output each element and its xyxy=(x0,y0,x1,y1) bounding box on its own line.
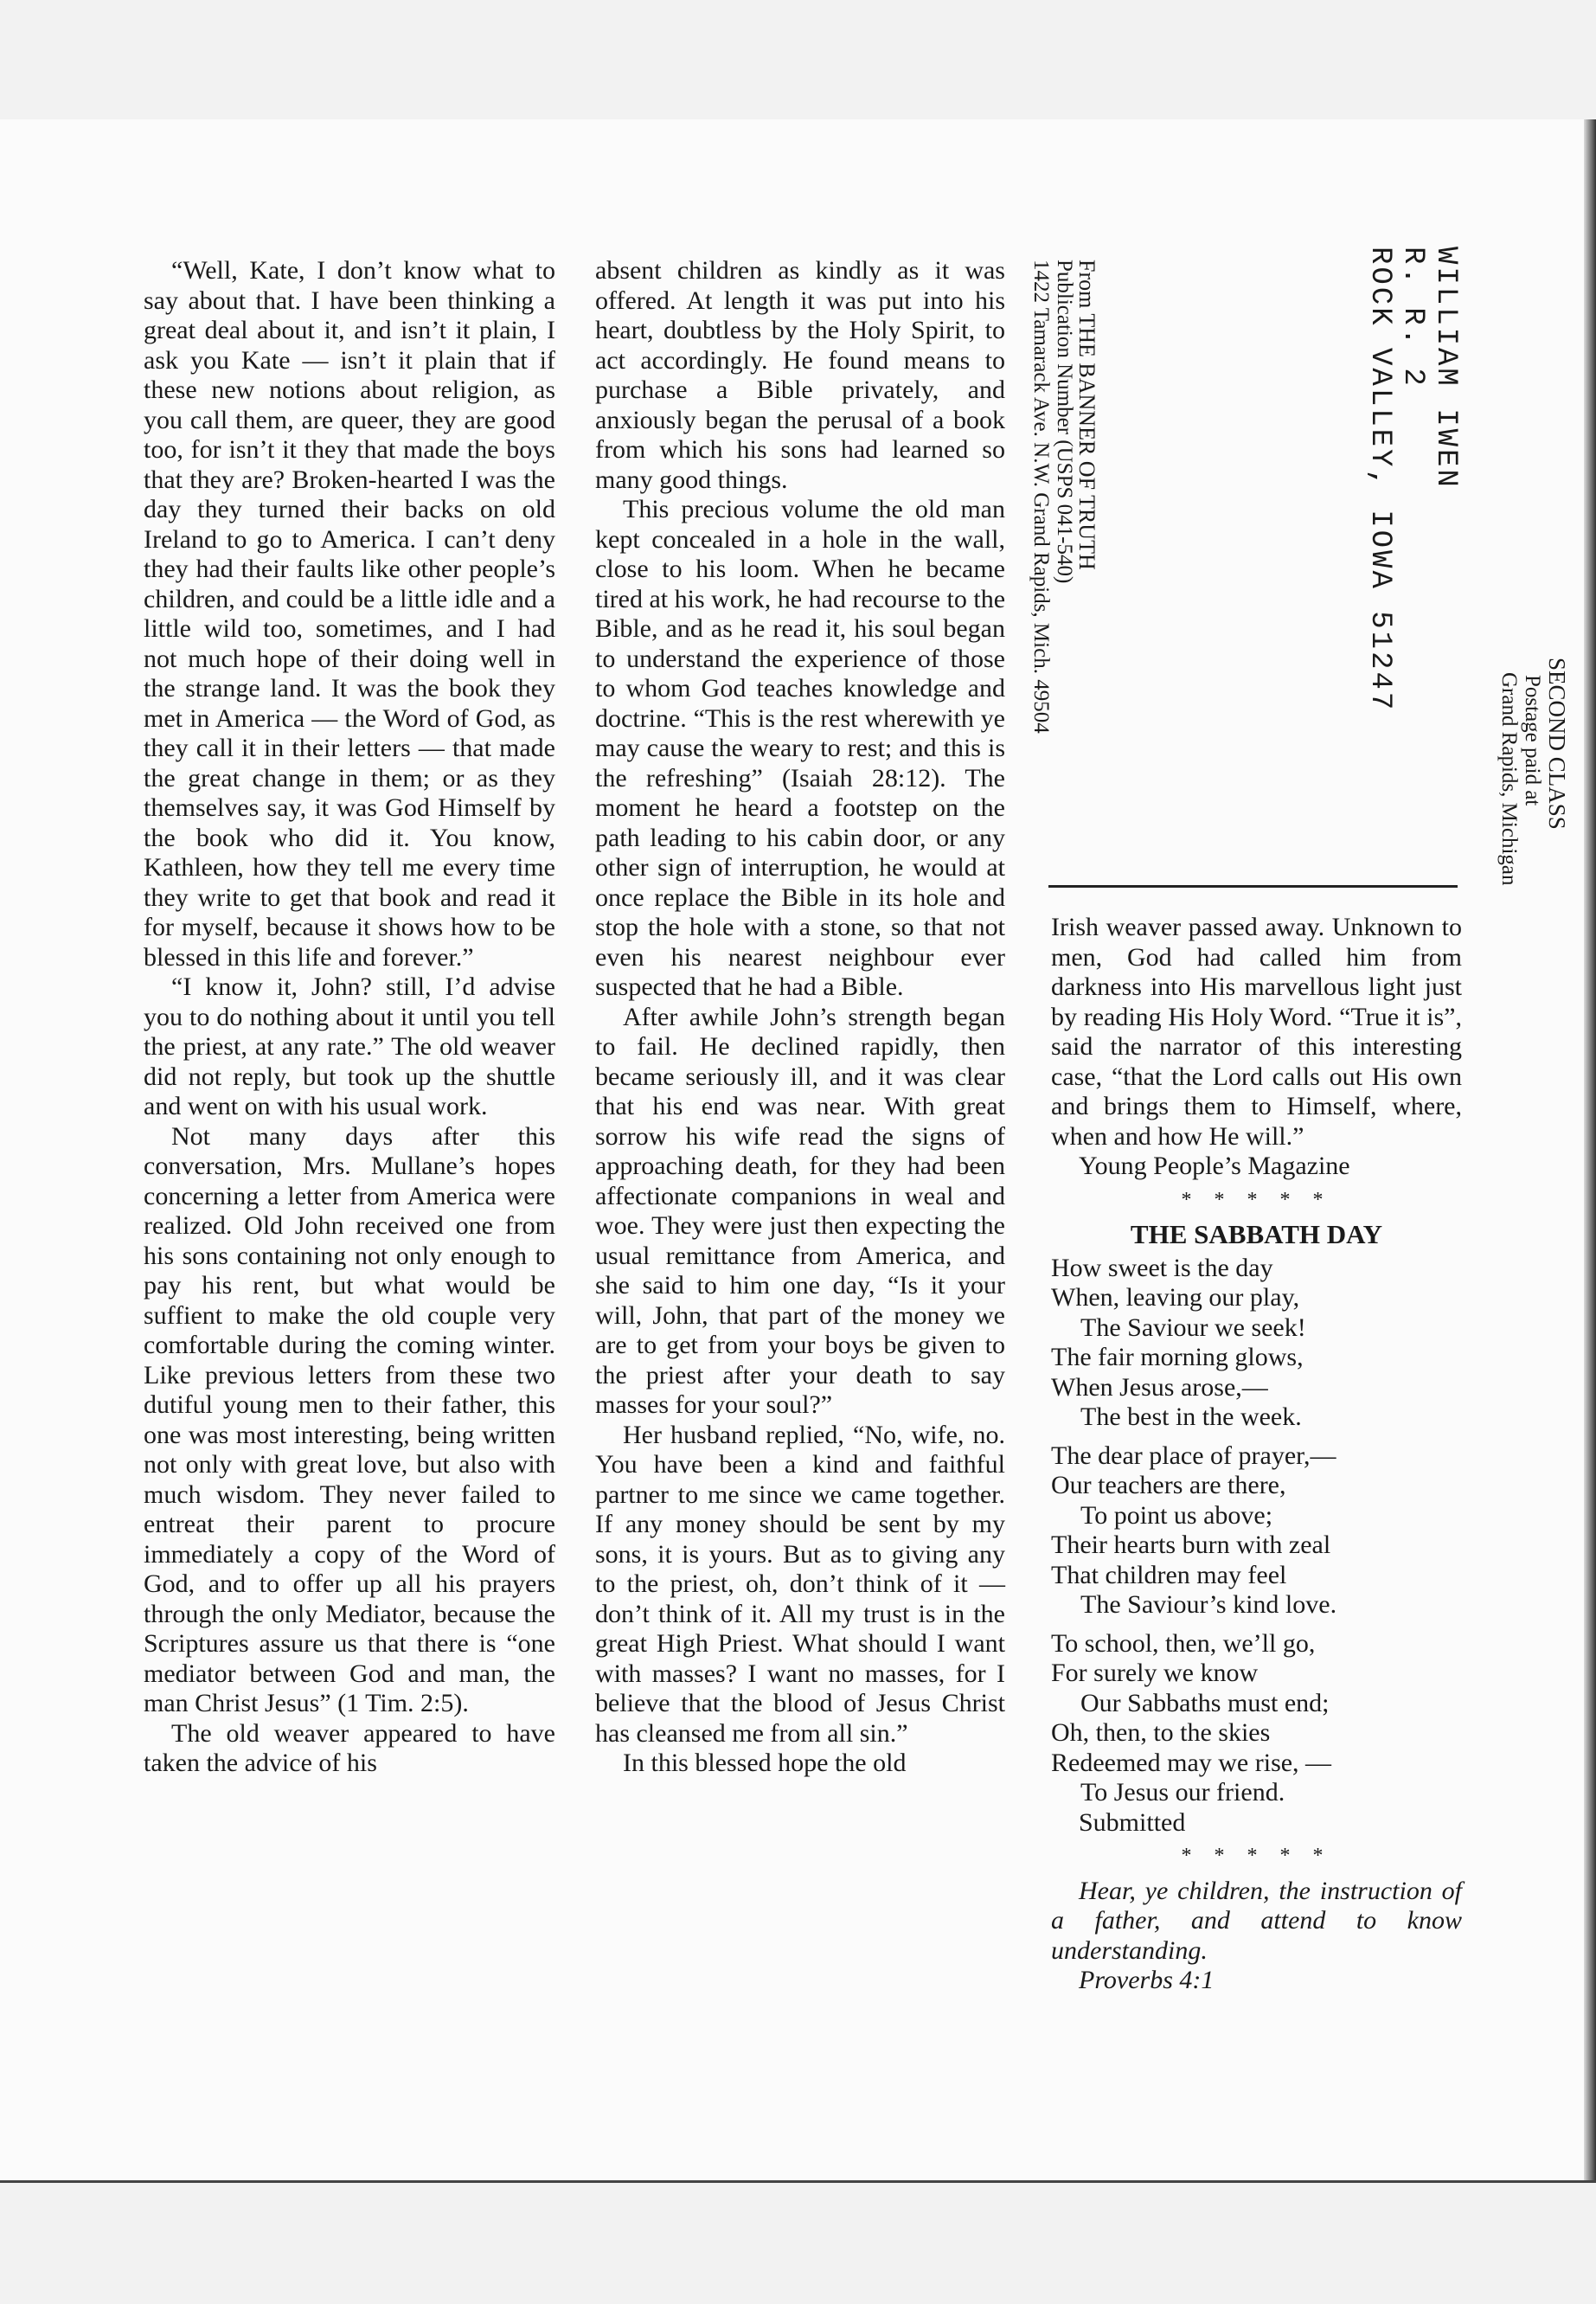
poem-line: When, leaving our play, xyxy=(1051,1283,1300,1312)
scripture-verse: Hear, ye children, the instruction of a father, and attend to know understanding. xyxy=(1051,1876,1462,1965)
paragraph: “Well, Kate, I don’t know what to say about that. I have been thinking a great deal about it, and isn’t it plain, I ask you Kate — isn’t it plain that if these new notions about religion, as you call them, are queer, they are good too, for isn’t it they that made the boys that they are? Broken-hearted I was the day they turned their backs on old Ireland to go to America. I can’t deny they had their faults like other people’s children, and could be a little idle and a little wild too, sometimes, and I had not much hope of their doing well in the strange land. It was the book they met in America — the Word of God, as they call it in their letters — that made the great change in them; or as they themselves say, it was God Himself by the book who did it. You know, Kathleen, how they tell me every time they write to get that book and read it for myself, because it shows how to be blessed in this life and forever.” xyxy=(144,256,555,972)
article-column-2 xyxy=(595,256,1005,1779)
addressee-city: ROCK VALLEY, IOWA 51247 xyxy=(1363,247,1396,713)
postage-city: Grand Rapids, Michigan xyxy=(1497,672,1521,886)
source-attribution: Young People’s Magazine xyxy=(1079,1152,1350,1180)
publication-number: Publication Number (USPS 041-540) xyxy=(1053,260,1076,584)
poem-line: To Jesus our friend. xyxy=(1080,1778,1285,1807)
article-column-1 xyxy=(144,256,555,1779)
paragraph: “I know it, John? still, I’d advise you to do nothing about it until you tell the priest, at any rate.” The old weaver did not reply, but took up the shuttle and went on with his usual work. xyxy=(144,972,555,1120)
paragraph: Not many days after this conversation, Mrs. Mullane’s hopes concerning a letter from America were realized. Old John received one from his sons containing not only enough to pay his rent, but what would be suffient to make the old couple very comfortable during the coming winter. Like previous letters from these two dutiful young men to their father, this one was most interesting, being written not only with great love, but also with much wisdom. They never failed to entreat their parent to procure immediately a copy of the Word of God, and to offer up all his prayers through the only Mediator, because the Scriptures assure us that there is “one mediator between God and man, the man Christ Jesus” (1 Tim. 2:5). xyxy=(144,1121,555,1717)
poem-line: Our teachers are there, xyxy=(1051,1471,1286,1499)
paragraph: After awhile John’s strength began to fail. He declined rapidly, then became seriously ill, and it was clear that his end was near. With great sorrow his wife read the signs of approaching death, for they had been affectionate companions in weal and woe. They were just then expecting the usual remittance from America, and she said to him one day, “Is it your will, John, that part of the money we are to get from your boys be given to the priest after your death to say masses for your soul?” xyxy=(595,1002,1005,1419)
poem-stanza-3 xyxy=(1051,1629,1462,1808)
divider-rule xyxy=(1048,885,1458,888)
poem-stanza-1 xyxy=(1051,1254,1462,1433)
poem-line: That children may feel xyxy=(1051,1560,1287,1589)
addressee-route: R. R. 2 xyxy=(1396,247,1429,388)
scripture-reference: Proverbs 4:1 xyxy=(1079,1966,1215,1994)
poem-line: The best in the week. xyxy=(1080,1402,1302,1431)
poem-line: Oh, then, to the skies xyxy=(1051,1718,1271,1747)
poem-title: THE SABBATH DAY xyxy=(1130,1219,1383,1249)
publisher-address: 1422 Tamarack Ave. N.W. Grand Rapids, Mich. 49504 xyxy=(1029,260,1053,734)
poem-line: For surely we know xyxy=(1051,1659,1259,1687)
addressee-name: WILLIAM IWEN xyxy=(1429,247,1462,490)
story-ending: Irish weaver passed away. Unknown to men, God had called him from darkness into His marvellous light just by reading His Holy Word. “True it is”, said the narrator of this interesting case, “that the Lord calls out His own and brings them to Himself, where, when and how He will.” xyxy=(1051,913,1462,1151)
postage-paid: Postage paid at xyxy=(1521,675,1544,806)
separator-stars: * * * * * xyxy=(1181,1845,1332,1867)
poem-line: The Saviour we seek! xyxy=(1080,1312,1306,1342)
poem-line: Our Sabbaths must end; xyxy=(1080,1688,1330,1717)
mailing-label xyxy=(1016,221,1570,886)
publisher-name: From THE BANNER OF TRUTH xyxy=(1074,260,1099,570)
poem-line: To school, then, we’ll go, xyxy=(1051,1628,1316,1658)
poem-line: The dear place of prayer,— xyxy=(1051,1441,1336,1470)
paragraph: Her husband replied, “No, wife, no. You have been a kind and faithful partner to me since we came together. If any money should be sent by my sons, it is yours. But as to giving any to the priest, oh, don’t think of it — don’t think of it. All my trust is in the great High Priest. What should I want with masses? I want no masses, for I believe that the blood of Jesus Christ has cleansed me from all sin.” xyxy=(595,1420,1005,1748)
poem-line: Redeemed may we rise, — xyxy=(1051,1748,1332,1777)
submitted-credit: Submitted xyxy=(1079,1807,1186,1837)
article-column-3 xyxy=(1051,913,1462,1996)
poem-line: How sweet is the day xyxy=(1051,1253,1273,1282)
poem-line: The Saviour’s kind love. xyxy=(1080,1590,1337,1619)
postage-class: SECOND CLASS xyxy=(1544,658,1570,830)
paragraph: In this blessed hope the old xyxy=(623,1749,907,1777)
poem-stanza-2 xyxy=(1051,1441,1462,1621)
paragraph: This precious volume the old man kept concealed in a hole in the wall, close to his loom. When he became tired at his work, he had recourse to the Bible, and as he read it, his soul began to understand the experience of those to whom God teaches knowledge and doctrine. “This is the rest wherewith ye may cause the weary to rest; and this is the refreshing” (Isaiah 28:12). The moment he heard a footstep on the path leading to his cabin door, or any other sign of interruption, he would at once replace the Bible in its hole and stop the hole with a stone, so that not even his nearest neighbour ever suspected that he had a Bible. xyxy=(595,495,1006,1001)
poem-line: When Jesus arose,— xyxy=(1051,1372,1268,1402)
paragraph: absent children as kindly as it was offered. At length it was put into his heart, doubtless by the Holy Spirit, to act accordingly. He found means to purchase a Bible privately, and anxiously began the perusal of a book from which his sons had learned so many good things. xyxy=(595,256,1005,494)
page-edge-shadow xyxy=(1584,119,1596,2180)
scan-bottom-margin xyxy=(0,2180,1596,2304)
poem-line: To point us above; xyxy=(1080,1500,1273,1530)
paragraph: The old weaver appeared to have taken the advice of his xyxy=(144,1718,555,1777)
poem-line: Their hearts burn with zeal xyxy=(1051,1531,1331,1559)
poem-line: The fair morning glows, xyxy=(1051,1343,1304,1371)
separator-stars: * * * * * xyxy=(1181,1188,1332,1211)
